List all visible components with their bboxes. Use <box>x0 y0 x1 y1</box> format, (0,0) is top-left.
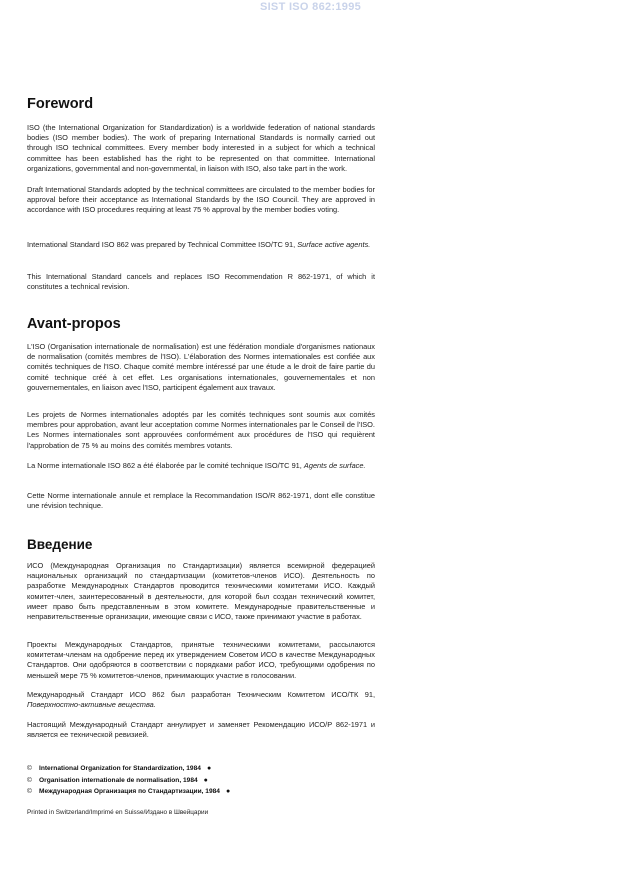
bullet-icon: ● <box>203 777 208 784</box>
avant-propos-paragraph-3-text: La Norme internationale ISO 862 a été élaborée par le comité technique ISO/TC 91, <box>27 461 304 470</box>
avant-propos-paragraph-2: Les projets de Normes internationales adoptés par les comités techniques sont soumis aux comités membres pour approbation, avant leur acceptation comme Normes internationales par le Conseil de l'ISO. Les Normes internationales sont approuvées conformément aux procédures de l'ISO qui requièrent l'approbation de 75 % au moins des comités membres votants. <box>27 410 375 450</box>
vvedenie-paragraph-4: Настоящий Международный Стандарт аннулирует и заменяет Рекомендацию ИСО/Р 862-1971 и является ее технической ревизией. <box>27 720 375 740</box>
avant-propos-title: Avant-propos <box>27 316 121 332</box>
copyright-text: International Organization for Standardization, 1984 <box>39 765 201 772</box>
bullet-icon: ● <box>206 765 212 772</box>
vvedenie-paragraph-3-text: Международный Стандарт ИСО 862 был разработан Техническим Комитетом ИСО/ТК 91, <box>27 690 375 699</box>
foreword-paragraph-3 <box>27 240 375 250</box>
foreword-paragraph-2: Draft International Standards adopted by the technical committees are circulated to the member bodies for approval before their acceptance as International Standards by the ISO Council. They are approved in accordance with ISO procedures requiring at least 75 % approval by the member bodies voting. <box>27 185 375 215</box>
copyright-symbol: © <box>27 765 32 772</box>
avant-propos-committee-name: Agents de surface. <box>303 461 366 470</box>
vvedenie-paragraph-2: Проекты Международных Стандартов, принятые техническими комитетами, рассылаются комитетам-членам на одобрение перед их утверждением Советом ИСО в качестве Международных Стандартов. Они одобряются в соответствии с порядками работ ИСО, требующими одобрения по меньшей мере 75 % комитетов-членов, принимающих участие в голосовании. <box>27 640 375 680</box>
copyright-text: Международная Организация по Стандартизации, 1984 <box>39 788 220 795</box>
bullet-icon: ● <box>225 788 231 795</box>
vvedenie-committee-name: Поверхностно-активные вещества. <box>27 700 156 710</box>
avant-propos-paragraph-1: L'ISO (Organisation internationale de normalisation) est une fédération mondiale d'organismes nationaux de normalisation (comités membres de l'ISO). L'élaboration des Normes internationales est confiée aux comités techniques de l'ISO. Chaque comité membre intéressé par une étude a le droit de faire partie du comité technique créé à cet effet. Les organisations internationales, gouvernementales et non gouvernementales, en liaison avec l'ISO, participent également aux travaux. <box>27 342 375 392</box>
avant-propos-paragraph-3 <box>27 461 375 471</box>
avant-propos-paragraph-4: Cette Norme internationale annule et remplace la Recommandation ISO/R 862-1971, dont elle constitue une révision technique. <box>27 491 375 511</box>
watermark: SIST ISO 862:1995 <box>259 1 362 13</box>
printed-in-note: Printed in Switzerland/Imprimé en Suisse/Издано в Швейцарии <box>27 809 209 816</box>
copyright-text: Organisation internationale de normalisation, 1984 <box>39 777 198 784</box>
copyright-line-ru <box>27 787 230 796</box>
foreword-paragraph-4: This International Standard cancels and replaces ISO Recommendation R 862-1971, of which it constitutes a technical revision. <box>27 272 375 292</box>
foreword-committee-name: Surface active agents. <box>297 240 371 249</box>
copyright-symbol: © <box>27 777 32 784</box>
vvedenie-title: Введение <box>27 537 93 552</box>
copyright-line-en <box>27 764 211 773</box>
copyright-line-fr <box>27 776 208 785</box>
vvedenie-paragraph-3 <box>27 690 375 710</box>
foreword-paragraph-1: ISO (the International Organization for Standardization) is a worldwide federation of national standards bodies (ISO member bodies). The work of preparing International Standards is normally carried out through ISO technical committees. Every member body interested in a subject for which a technical committee has been established has the right to be represented on that committee. International organizations, governmental and non-governmental, in liaison with ISO, also take part in the work. <box>27 123 375 173</box>
copyright-symbol: © <box>27 788 32 795</box>
vvedenie-paragraph-1: ИСО (Международная Организация по Стандартизации) является всемирной федерацией национальных организаций по стандартизации (комитетов-членов ИСО). Деятельность по разработке Международных Стандартов проводится техническими комитетами ИСО. Каждый комитет-член, заинтересованный в деятельности, для которой был создан технический комитет, имеет право быть представленным в этом комитете. Международные правительственные и неправительственные организации, имеющие связи с ИСО, также принимают участие в работах. <box>27 561 375 622</box>
foreword-paragraph-3-text: International Standard ISO 862 was prepared by Technical Committee ISO/TC 91, <box>27 240 298 249</box>
foreword-title: Foreword <box>27 96 94 112</box>
